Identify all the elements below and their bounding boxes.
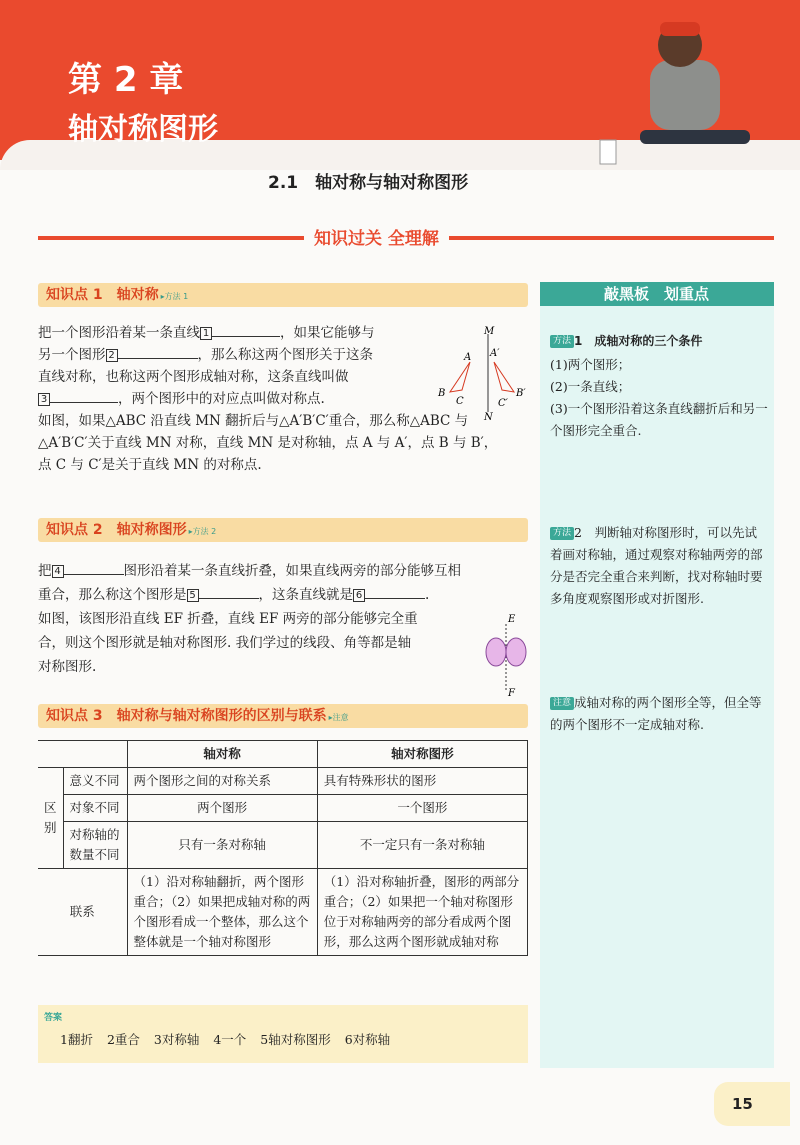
answers-label: 答案 [44,1013,63,1023]
illustration-man [590,0,790,170]
kp2-method: ▸方法 2 [188,527,217,536]
answers-row [60,1030,400,1048]
label-N: N [484,412,493,422]
sidebar-title: 敲黑板 划重点 [540,282,774,306]
answer-item: 2重合 [106,1032,140,1047]
kp2-line2: 重合，那么称这个图形是 5 ，这条直线就是 6 . [38,587,430,603]
kp1-label: 知识点 1 轴对称 [46,287,159,303]
label-C2: C′ [498,398,508,409]
table-cell: 只有一条对称轴 [127,822,317,869]
method-tag: 方法 [550,335,574,348]
kp3-method: ▸注意 [328,713,349,722]
kp1-line3: 直线对称，也称这两个图形成轴对称，这条直线叫做 [38,369,349,385]
table-header-2: 轴对称图形 [317,741,527,768]
page-number: 15 [714,1082,790,1126]
method-tag: 方法 [550,527,574,540]
sidebar-method1: 方法 1 成轴对称的三个条件 [550,330,768,352]
kp1-line5: 如图，如果△ABC 沿直线 MN 翻折后与△A′B′C′重合，那么称△ABC 与 [38,413,469,429]
table-cell: （1）沿对称轴翻折，两个图形重合；（2）如果把成轴对称的两个图形看成一个整体，那么这个整体就是一个轴对称图形 [127,869,317,956]
label-F: F [508,688,515,697]
kp2-header [38,518,528,542]
kp2-label: 知识点 2 轴对称图形 [46,522,187,538]
kp1-line7: 点 C 与 C′是关于直线 MN 的对称点. [38,457,262,473]
answer-item: 4一个 [213,1032,247,1047]
table-header-1: 轴对称 [127,741,317,768]
comparison-table [38,740,528,956]
answer-item: 1翻折 [60,1032,93,1047]
table-cell: 对象不同 [63,795,127,822]
label-M: M [484,326,495,337]
knowledge-header: 知识过关 全理解 [304,224,449,249]
kp1-method: ▸方法 1 [160,292,189,301]
label-E: E [508,614,516,625]
chapter-title: 轴对称图形 [68,112,218,147]
kp1-header [38,283,528,307]
kp3-label: 知识点 3 轴对称与轴对称图形的区别与联系 [46,708,327,724]
kp1-line1: 把一个图形沿着某一条直线 1 ，如果它能够与 [38,325,375,341]
answer-item: 3对称轴 [153,1032,200,1047]
kp2-line5: 对称图形. [38,659,97,675]
table-cell: 一个图形 [317,795,527,822]
table-cell: 意义不同 [63,768,127,795]
table-diff-label: 区别 [38,768,63,869]
label-B: B [438,388,446,399]
table-cell: （1）沿对称轴折叠，图形的两部分重合；（2）如果把一个轴对称图形位于对称轴两旁的部分看成两个图形，那么这两个图形就成轴对称 [317,869,527,956]
table-cell: 对称轴的数量不同 [63,822,127,869]
kp1-line6: △A′B′C′关于直线 MN 对称，直线 MN 是对称轴，点 A 与 A′，点 B 与 B′， [38,435,498,451]
table-cell: 不一定只有一条对称轴 [317,822,527,869]
label-A2: A′ [490,348,500,359]
label-B2: B′ [516,388,526,399]
chapter-number: 第 2 章 [68,60,184,100]
answer-item: 6对称轴 [344,1032,391,1047]
label-A: A [464,352,472,363]
kp2-line4: 合，则这个图形就是轴对称图形. 我们学过的线段、角等都是轴 [38,635,412,651]
label-C: C [456,396,464,407]
answer-item: 5轴对称图形 [260,1032,331,1047]
sidebar-m1a: (1)两个图形； [550,357,631,372]
section-title: 2.1 轴对称与轴对称图形 [268,173,469,193]
kp2-line1: 把 4 图形沿着某一条直线折叠，如果直线两旁的部分能够互相 [38,563,461,579]
triangle-reflection-figure [432,322,532,422]
kp1-line2: 另一个图形 2 ，那么称这两个图形关于这条 [38,347,373,363]
table-cell: 具有特殊形状的图形 [317,768,527,795]
sidebar-m1b: (2)一条直线； [550,379,631,394]
kp1-line4: 3 ，两个图形中的对应点叫做对称点. [38,388,325,410]
table-link-label: 联系 [38,869,127,956]
sidebar-note: 注意 成轴对称的两个图形全等，但全等的两个图形不一定成轴对称. [550,695,762,732]
table-cell: 两个图形之间的对称关系 [127,768,317,795]
table-cell: 两个图形 [127,795,317,822]
sidebar-m1c: (3)一个图形沿着这条直线翻折后和另一个图形完全重合. [550,401,768,438]
sidebar-method2: 方法 2 判断轴对称图形时，可以先试着画对称轴，通过观察对称轴两旁的部分是否完全重合来判断，找对称轴时要多角度观察图形或对折图形. [550,525,763,606]
butterfly-figure [480,612,530,697]
kp3-header [38,704,528,728]
note-tag: 注意 [550,697,574,710]
kp2-line3: 如图，该图形沿直线 EF 折叠，直线 EF 两旁的部分能够完全重 [38,611,418,627]
